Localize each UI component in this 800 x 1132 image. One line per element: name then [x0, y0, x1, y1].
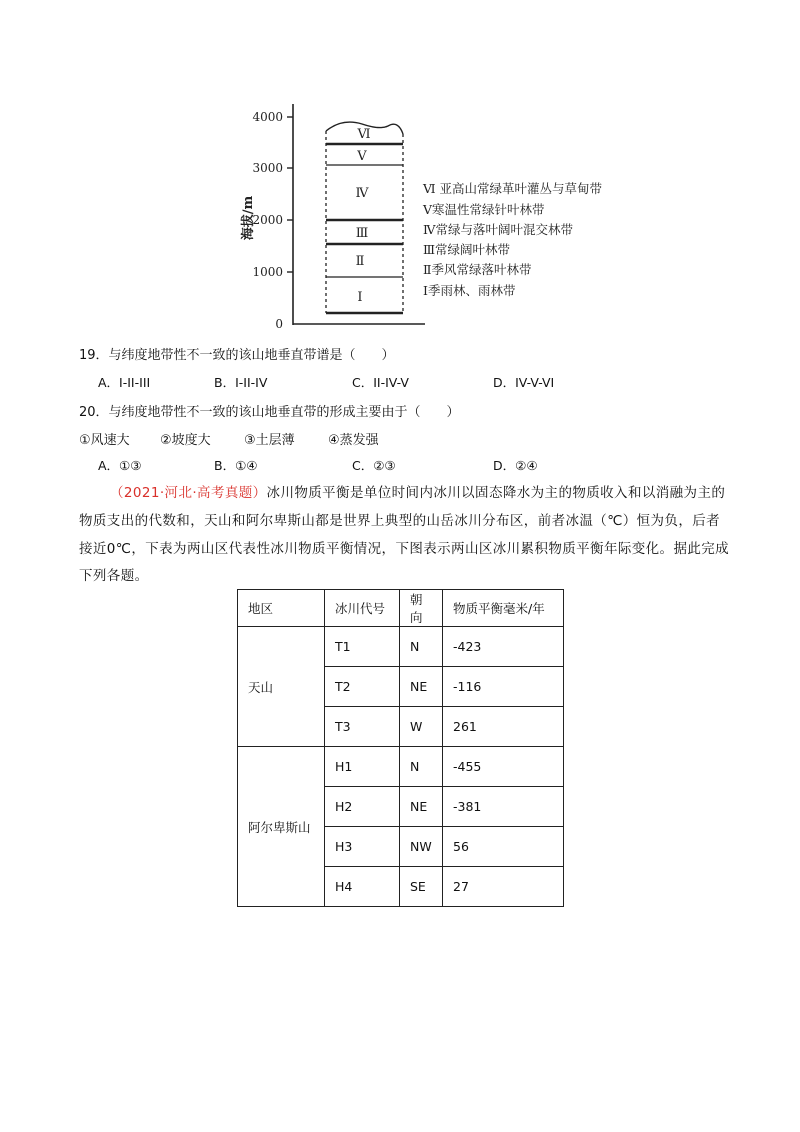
table-cell: T2 — [325, 667, 400, 707]
legend-item-vi: Ⅵ 亚高山常绿革叶灌丛与草甸带 — [423, 181, 603, 196]
passage-line-2: 物质支出的代数和，天山和阿尔卑斯山都是世界上典型的山岳冰川分布区，前者冰温（℃）恒为负，后者 — [79, 513, 721, 529]
y-tick-label: 4000 — [252, 110, 283, 124]
table-cell: -455 — [443, 747, 564, 787]
source-tag: （2021·河北·高考真题） — [110, 485, 267, 501]
y-axis-label: 海拔/m — [241, 195, 256, 241]
table-header-cell: 地区 — [238, 590, 325, 627]
table-cell: H4 — [325, 867, 400, 907]
table-cell: NE — [400, 787, 443, 827]
question-20-choice-3: ③土层薄 — [244, 433, 295, 448]
table-header-cell: 朝向 — [400, 590, 443, 627]
question-19-option-a[interactable]: A．I-II-III — [98, 375, 151, 390]
table-header-row — [238, 590, 564, 627]
question-20-choice-1: ①风速大 — [79, 433, 130, 448]
question-20-option-b[interactable]: B．①④ — [214, 458, 258, 473]
table-cell: W — [400, 707, 443, 747]
table-cell: N — [400, 747, 443, 787]
belt-label-iv: Ⅳ — [355, 186, 369, 201]
table-cell: SE — [400, 867, 443, 907]
table-row — [238, 747, 564, 787]
legend-item-iv: Ⅳ常绿与落叶阔叶混交林带 — [423, 222, 573, 237]
belt-label-vi: Ⅵ — [357, 127, 371, 142]
table-cell: -423 — [443, 627, 564, 667]
question-19-option-d[interactable]: D．IV-V-VI — [493, 375, 555, 390]
table-cell: NE — [400, 667, 443, 707]
y-tick-label: 0 — [275, 317, 283, 331]
passage-line-4: 下列各题。 — [79, 568, 149, 584]
table-cell: 56 — [443, 827, 564, 867]
question-19-stem: 19．与纬度地带性不一致的该山地垂直带谱是（ ） — [79, 348, 395, 363]
question-20-option-a[interactable]: A．①③ — [98, 458, 142, 473]
table-cell: -381 — [443, 787, 564, 827]
question-20-option-d[interactable]: D．②④ — [493, 458, 538, 473]
legend-item-i: Ⅰ季雨林、雨林带 — [423, 283, 516, 298]
y-tick-label: 2000 — [252, 213, 283, 227]
table-cell: -116 — [443, 667, 564, 707]
table-cell: NW — [400, 827, 443, 867]
table-cell: H1 — [325, 747, 400, 787]
passage-line-1 — [110, 480, 725, 506]
y-tick-label: 1000 — [252, 265, 283, 279]
belt-label-v: Ⅴ — [357, 149, 367, 164]
y-tick-label: 3000 — [252, 161, 283, 175]
table-cell: 27 — [443, 867, 564, 907]
question-20-choice-4: ④蒸发强 — [328, 433, 379, 448]
altitude-zonation-diagram — [0, 0, 800, 340]
question-19-option-b[interactable]: B．I-II-IV — [214, 375, 268, 390]
passage-text: 冰川物质平衡是单位时间内冰川以固态降水为主的物质收入和以消融为主的 — [266, 485, 726, 501]
question-20-stem: 20．与纬度地带性不一致的该山地垂直带的形成主要由于（ ） — [79, 405, 460, 420]
table-cell: 261 — [443, 707, 564, 747]
table-header-cell: 冰川代号 — [325, 590, 400, 627]
glacier-mass-balance-table — [237, 589, 564, 907]
passage-line-3: 接近0℃，下表为两山区代表性冰川物质平衡情况，下图表示两山区冰川累积物质平衡年际变化。据此完成 — [79, 541, 730, 557]
table-cell: H2 — [325, 787, 400, 827]
belt-label-i: Ⅰ — [357, 290, 363, 305]
region-cell: 天山 — [238, 627, 325, 747]
table-row — [238, 627, 564, 667]
table-cell: H3 — [325, 827, 400, 867]
table-cell: N — [400, 627, 443, 667]
question-20-option-c[interactable]: C．②③ — [352, 458, 396, 473]
table-cell: T1 — [325, 627, 400, 667]
table-cell: T3 — [325, 707, 400, 747]
legend-item-v: Ⅴ寒温性常绿针叶林带 — [423, 202, 545, 217]
table-header-cell: 物质平衡毫米/年 — [443, 590, 564, 627]
question-20-choice-2: ②坡度大 — [160, 433, 211, 448]
region-cell: 阿尔卑斯山 — [238, 747, 325, 907]
legend-item-ii: Ⅱ季风常绿落叶林带 — [423, 262, 532, 277]
question-19-option-c[interactable]: C．II-IV-V — [352, 375, 409, 390]
belt-label-ii: Ⅱ — [355, 254, 365, 269]
belt-label-iii: Ⅲ — [355, 226, 369, 241]
legend-item-iii: Ⅲ常绿阔叶林带 — [423, 242, 511, 257]
